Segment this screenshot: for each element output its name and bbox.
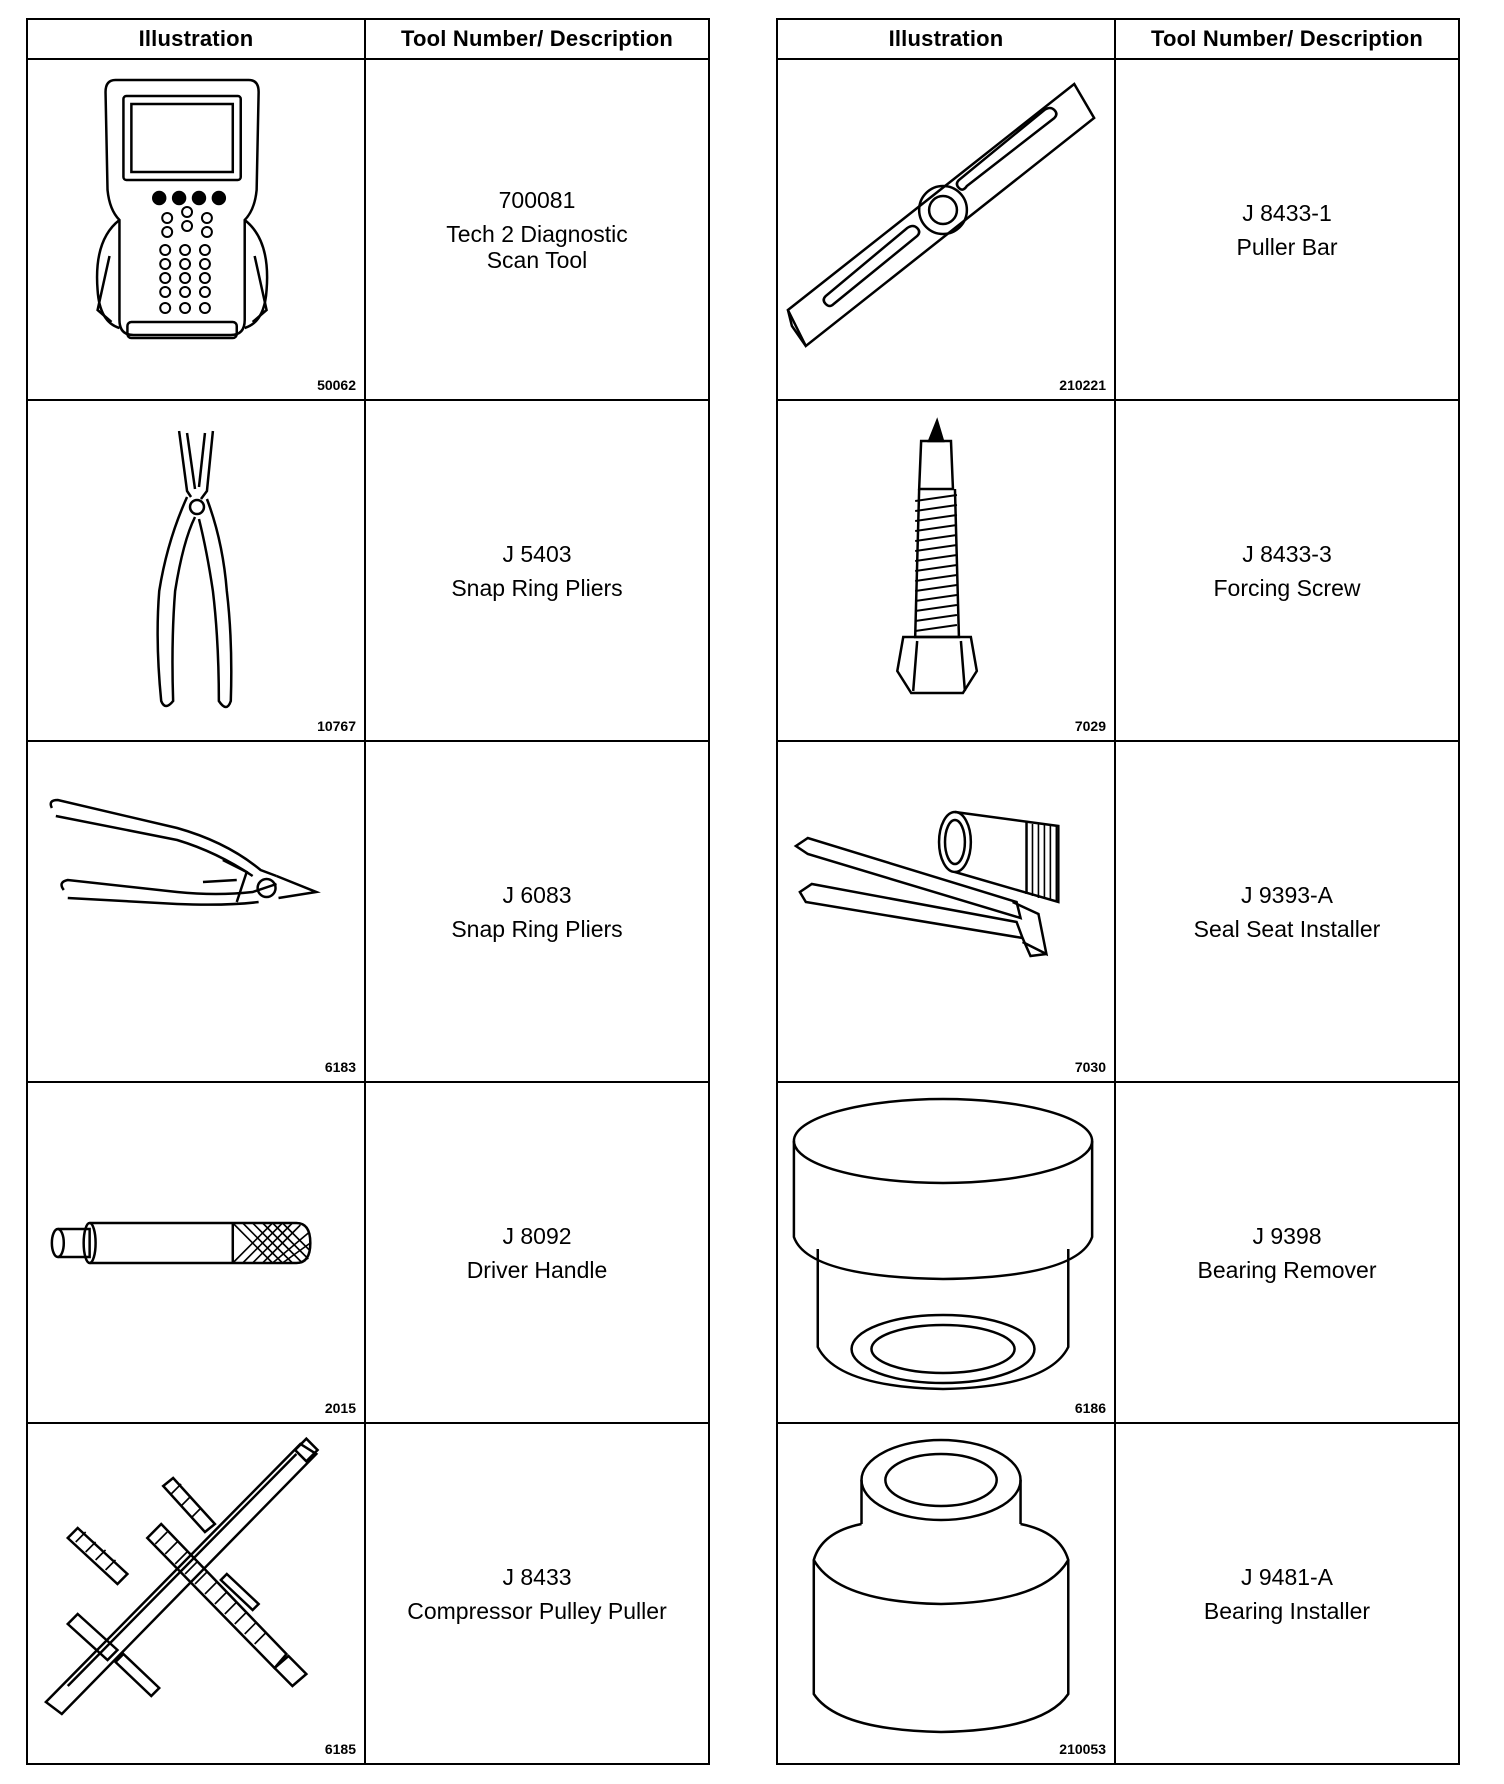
table-row bbox=[777, 59, 1459, 400]
tool-description: Driver Handle bbox=[466, 1256, 608, 1283]
tool-description-cell bbox=[1115, 1082, 1459, 1423]
tool-number: J 8433-3 bbox=[1242, 540, 1332, 567]
illustration-cell bbox=[777, 59, 1115, 400]
table-row bbox=[777, 741, 1459, 1082]
tool-description: Snap Ring Pliers bbox=[451, 915, 623, 942]
tool-description-cell bbox=[1115, 741, 1459, 1082]
illustration-cell bbox=[27, 741, 365, 1082]
tool-description-cell bbox=[1115, 59, 1459, 400]
table-row bbox=[27, 400, 709, 741]
tool-header: Tool Number/ Description bbox=[1115, 19, 1459, 59]
header-row bbox=[777, 19, 1459, 59]
illustration-cell bbox=[27, 1082, 365, 1423]
table-row bbox=[27, 741, 709, 1082]
tool-description: Bearing Installer bbox=[1203, 1597, 1371, 1624]
tool-description-cell bbox=[365, 741, 709, 1082]
tool-number: J 9398 bbox=[1252, 1222, 1322, 1249]
illustration-cell bbox=[777, 1423, 1115, 1764]
figure-number: 50062 bbox=[317, 377, 356, 393]
illustration-header: Illustration bbox=[27, 19, 365, 59]
tool-number: J 8092 bbox=[502, 1222, 572, 1249]
snap-ring-pliers-icon bbox=[28, 401, 364, 740]
pulley-puller-icon bbox=[28, 1424, 364, 1763]
illustration-cell bbox=[27, 400, 365, 741]
table-row bbox=[27, 1423, 709, 1764]
tool-description: Tech 2 Diagnostic Scan Tool bbox=[446, 220, 628, 273]
scan-tool-icon bbox=[28, 60, 364, 399]
tool-number: J 5403 bbox=[502, 540, 572, 567]
figure-number: 6185 bbox=[324, 1741, 356, 1757]
figure-number: 10767 bbox=[317, 718, 356, 734]
illustration-cell bbox=[777, 1082, 1115, 1423]
figure-number: 7029 bbox=[1074, 718, 1106, 734]
tools-table-right bbox=[776, 18, 1460, 1765]
tool-description-cell bbox=[365, 59, 709, 400]
header-row bbox=[27, 19, 709, 59]
tool-number: 700081 bbox=[498, 186, 576, 213]
forcing-screw-icon bbox=[778, 401, 1114, 740]
illustration-cell bbox=[27, 59, 365, 400]
tool-number: J 9393-A bbox=[1240, 881, 1334, 908]
bearing-installer-icon bbox=[778, 1424, 1114, 1763]
tool-number: J 9481-A bbox=[1240, 1563, 1334, 1590]
illustration-cell bbox=[27, 1423, 365, 1764]
puller-bar-icon bbox=[778, 60, 1114, 399]
tool-number: J 8433 bbox=[502, 1563, 572, 1590]
table-row bbox=[777, 400, 1459, 741]
table-row bbox=[27, 59, 709, 400]
figure-number: 2015 bbox=[324, 1400, 356, 1416]
table-row bbox=[777, 1082, 1459, 1423]
driver-handle-icon bbox=[28, 1083, 364, 1422]
tool-description: Snap Ring Pliers bbox=[451, 574, 623, 601]
tool-description-cell bbox=[1115, 1423, 1459, 1764]
figure-number: 6183 bbox=[324, 1059, 356, 1075]
tools-table-left bbox=[26, 18, 710, 1765]
tool-description-cell bbox=[365, 1082, 709, 1423]
figure-number: 210221 bbox=[1059, 377, 1106, 393]
tool-number: J 6083 bbox=[502, 881, 572, 908]
table-row bbox=[777, 1423, 1459, 1764]
figure-number: 210053 bbox=[1059, 1741, 1106, 1757]
bearing-remover-icon bbox=[778, 1083, 1114, 1422]
seal-seat-installer-icon bbox=[778, 742, 1114, 1081]
tool-description-cell bbox=[365, 1423, 709, 1764]
illustration-cell bbox=[777, 400, 1115, 741]
tool-number: J 8433-1 bbox=[1242, 199, 1332, 226]
figure-number: 7030 bbox=[1074, 1059, 1106, 1075]
tool-description-cell bbox=[1115, 400, 1459, 741]
figure-number: 6186 bbox=[1074, 1400, 1106, 1416]
illustration-header: Illustration bbox=[777, 19, 1115, 59]
tool-description: Seal Seat Installer bbox=[1193, 915, 1381, 942]
tool-description: Forcing Screw bbox=[1213, 574, 1361, 601]
tool-header: Tool Number/ Description bbox=[365, 19, 709, 59]
tool-description: Bearing Remover bbox=[1197, 1256, 1377, 1283]
table-row bbox=[27, 1082, 709, 1423]
tool-description: Compressor Pulley Puller bbox=[407, 1597, 667, 1624]
tool-description-cell bbox=[365, 400, 709, 741]
illustration-cell bbox=[777, 741, 1115, 1082]
tool-description: Puller Bar bbox=[1236, 233, 1338, 260]
angled-snap-ring-pliers-icon bbox=[28, 742, 364, 1081]
